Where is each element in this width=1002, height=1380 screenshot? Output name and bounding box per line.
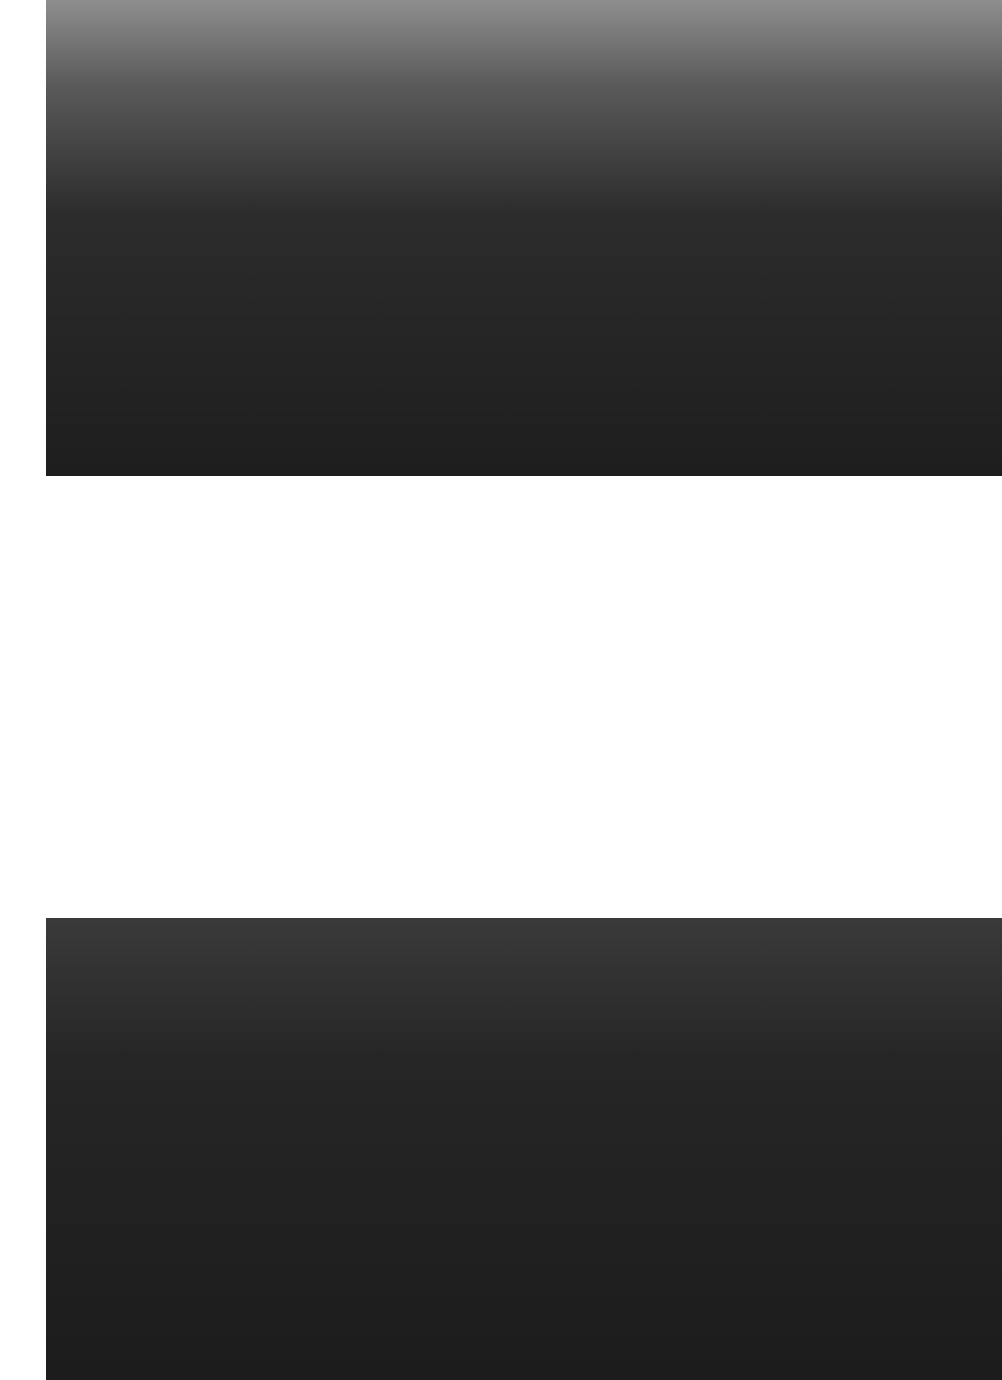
snow-group-photo [46,918,1002,1380]
ross-group-photo [46,0,1002,476]
group-photo-icon [46,0,1002,476]
group-photo-icon [46,918,1002,1380]
